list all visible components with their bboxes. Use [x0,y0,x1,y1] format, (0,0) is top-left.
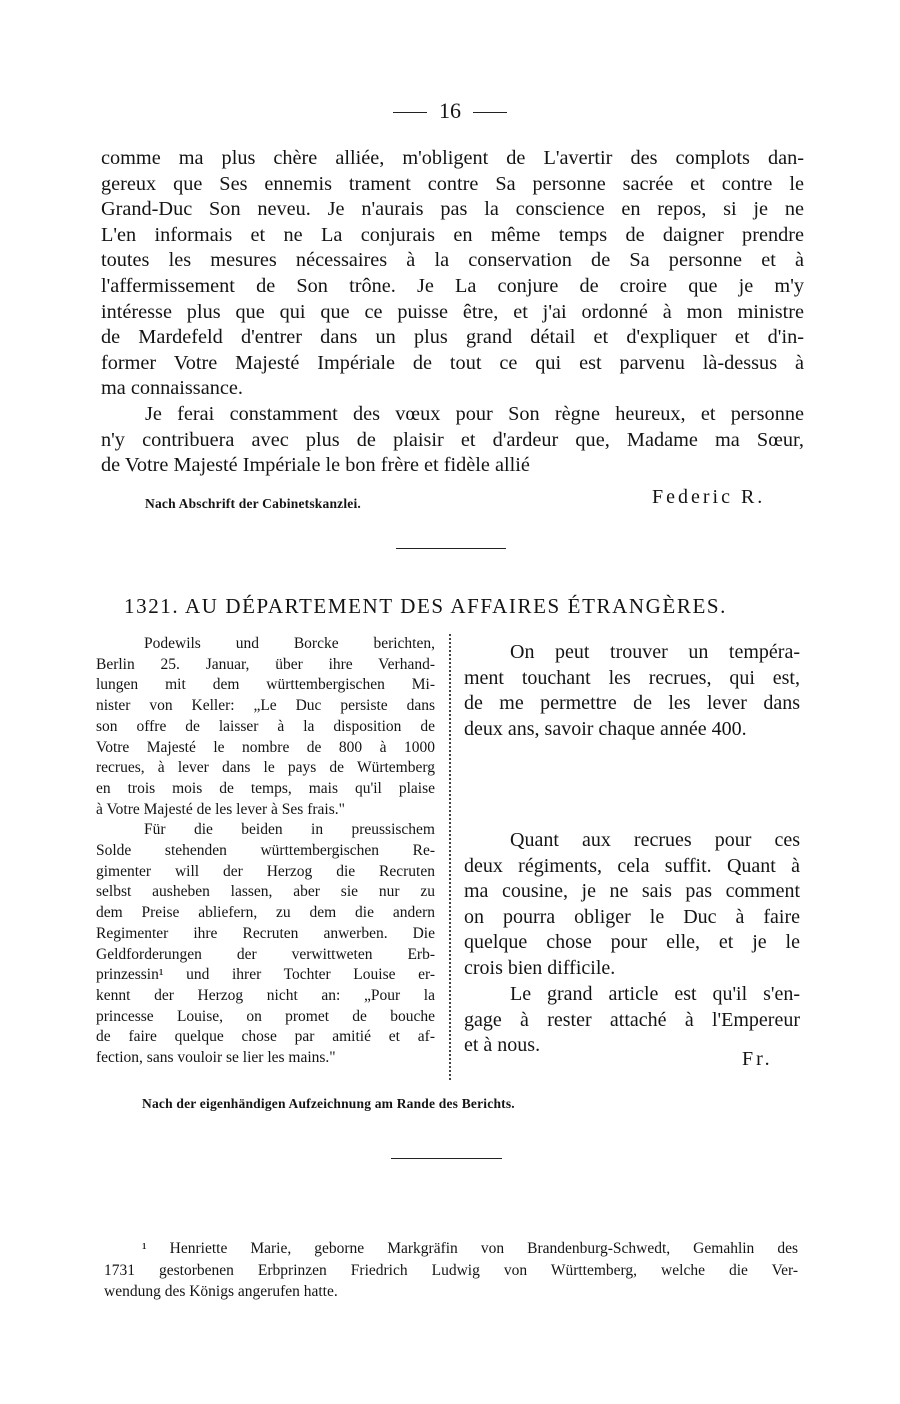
text-line: deux ans, savoir chaque année 400. [464,717,747,740]
letter-paragraph-1 [101,146,804,402]
text-line: Geldforderungen der verwittweten Erb- [96,945,435,963]
text-line: selbst ausheben lassen, aber sie nur zu [96,883,435,901]
section-heading: 1321. AU DÉPARTEMENT DES AFFAIRES ÉTRANGÈRES. [124,594,727,618]
text-line: de Votre Majesté Impériale le bon frère et fidèle allié [101,454,530,477]
footnote-line: 1731 gestorbenen Erbprinzen Friedrich Ludwig von Württemberg, welche die Ver- [104,1261,798,1279]
right-column-resolution [464,640,800,742]
text-line: Für die beiden in preussischem [144,821,435,839]
page-number: 16 [439,98,461,123]
text-line: en trois mois de temps, mais qu'il plaise [96,779,435,797]
text-line: L'en informais et ne La conjurais en même temps de daigner prendre [101,223,804,246]
text-line: Grand-Duc Son neveu. Je n'aurais pas la conscience en repos, si je ne [101,198,804,221]
text-line: toutes les mesures nécessaires à la conservation de Sa personne et à [101,249,804,272]
text-line: de faire quelque chose par amitié et af- [96,1028,435,1046]
source-note-2: Nach der eigenhändigen Aufzeichnung am Rande des Berichts. [142,1096,515,1111]
text-line: gimenter will der Herzog die Recruten [96,862,435,880]
text-line: On peut trouver un tempéra- [510,641,800,663]
text-line: dem Preise abliefern, zu dem die andern [96,904,435,922]
text-line: ma cousine, je ne sais pas comment [464,880,800,903]
text-line: n'y contribuera avec plus de plaisir et d'ardeur que, Madame ma Sœur, [101,428,804,451]
text-line: former Votre Majesté Impériale de tout ce qui est parvenu là-dessus à [101,351,804,374]
section-separator [396,548,506,549]
text-line: fection, sans vouloir se lier les mains." [96,1049,336,1067]
text-line: son offre de laisser à la disposition de [96,717,435,735]
text-line: ma connaissance. [101,377,243,400]
footnote [104,1238,798,1303]
footnote-line: ¹ Henriette Marie, geborne Markgräfin von Brandenburg-Schwedt, Gemahlin des [142,1240,798,1257]
text-line: gage à rester attaché à l'Empereur [464,1008,800,1031]
page-number-row [0,98,900,124]
source-note-1: Nach Abschrift der Cabinetskanzlei. [145,496,362,511]
text-line: gereux que Ses ennemis trament contre Sa personne sacrée et contre le [101,172,804,195]
text-line: quelque chose pour elle, et je le [464,931,800,954]
text-line: recrues, à lever dans le pays de Würtemberg [96,759,435,777]
text-line: à Votre Majesté de les lever à Ses frais." [96,800,345,818]
text-line: kennt der Herzog nicht an: „Pour la [96,986,435,1004]
letter-paragraph-2 [101,402,804,479]
text-line: de Mardefeld d'entrer dans un plus grand détail et d'expliquer et d'in- [101,326,804,349]
footnote-line: wendung des Königs angerufen hatte. [104,1283,338,1300]
text-line: crois bien difficile. [464,956,616,979]
text-line: princesse Louise, on promet de bouche [96,1007,435,1025]
signature-2: Fr. [742,1048,773,1070]
column-divider [449,634,451,1080]
text-line: de me permettre de les lever dans [464,692,800,715]
text-line: on pourra obliger le Duc à faire [464,905,800,928]
signature-1: Federic R. [652,486,766,508]
text-line: Je ferai constamment des vœux pour Son règne heureux, et personne [145,403,804,425]
right-column-paragraph-2 [464,828,800,982]
text-line: Votre Majesté le nombre de 800 à 1000 [96,738,435,756]
text-line: deux régiments, cela suffit. Quant à [464,854,800,877]
text-line: prinzessin¹ und ihrer Tochter Louise er- [96,966,435,984]
text-line: comme ma plus chère alliée, m'obligent de L'avertir des complots dan- [101,147,804,169]
text-line: nister von Keller: „Le Duc persiste dans [96,697,435,715]
text-line: Le grand article est qu'il s'en- [510,983,800,1005]
left-column-report [96,634,435,1069]
text-line: et à nous. [464,1034,541,1057]
text-line: intéresse plus que qui que ce puisse être, et j'ai ordonné à mon ministre [101,300,804,323]
text-line: Solde stehenden württembergischen Re- [96,842,435,860]
footnote-separator [391,1158,502,1159]
page-number-dash-left [393,112,427,113]
text-line: l'affermissement de Son trône. Je La conjure de croire que je m'y [101,274,804,297]
page-number-dash-right [473,112,507,113]
text-line: Berlin 25. Januar, über ihre Verhand- [96,655,435,673]
text-line: Regimenter ihre Recruten anwerben. Die [96,924,435,942]
text-line: lungen mit dem württembergischen Mi- [96,676,435,694]
text-line: Quant aux recrues pour ces [510,829,800,851]
text-line: Podewils und Borcke berichten, [144,635,435,652]
text-line: ment touchant les recrues, qui est, [464,666,800,689]
